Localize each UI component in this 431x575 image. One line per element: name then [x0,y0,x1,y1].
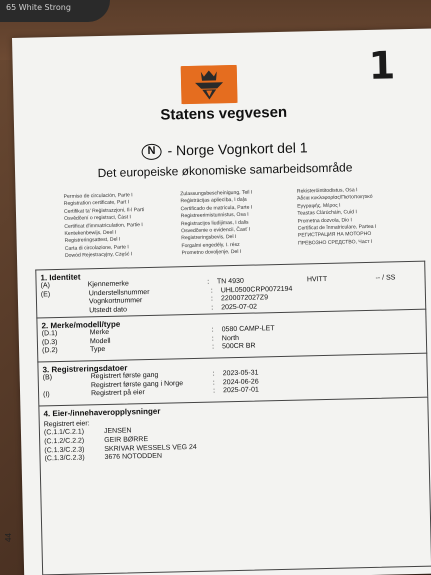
translation-line: Registracijos liudijimas, I dalis [180,219,249,227]
table-row: (D.3) Modell : North [41,334,240,346]
section-heading: 3. Registreringsdatoer [42,363,128,375]
translation-line: Carta di circolazione, Parte I [64,244,129,252]
translation-line: РЕГИСТРАЦИЯ НА МОТОРНО [297,231,372,240]
translation-line: Registreringsattest, Del I [64,237,121,245]
translation-line: Kentekenbewijs, Deel I [64,229,117,237]
document-title-text: - Norge Vognkort del 1 [167,139,308,159]
translations-col-2 [180,189,288,271]
table-row: Vognkortnummer : 2200072027Z9 [88,294,269,306]
translation-line: Certificat d'immatriculation, Partie I [64,221,143,230]
table-row: (D.1) Merke : 0580 CAMP-LET [41,325,275,338]
table-row: Utstedt dato : 2025-07-02 [89,303,258,315]
translation-line: Dowód Rejestracyjny, Część I [64,251,133,260]
translation-line: Teastas Clárúcháin, Cuid I [297,209,357,217]
table-row: (C.1.1/C.2.1) JENSEN [43,427,132,437]
table-row: (C.1.3/C.2.3) 3676 NOTODDEN [44,453,163,463]
translation-line: Prometna dozvola, Dio I [297,216,353,225]
page-number: 1 [368,43,396,88]
translation-line: Εγγραφής, Μέρος I [297,202,341,210]
table-row: (I) Registrert på eier : 2025-07-01 [43,386,259,399]
side-number: 44 [4,533,13,542]
table-row: (E) Understellsnummer : UHL0500CRP0072194 [40,285,293,299]
section-heading: 1. Identitet [40,272,81,283]
table-row: (C.1.2/C.2.2) GEIR BØRRE [44,435,149,446]
translation-line: Rekisteröintitodistus, Osa I [296,187,358,195]
translation-line: Certificat de înmatriculare, Partea I [297,223,377,232]
translation-line: Άδεια κυκλοφορίας/Πιστοποιητικό [297,194,373,202]
translations-col-3 [297,186,405,268]
translation-line: Certificado de matrícula, Parte I [180,204,253,213]
table-row: (A) Kjennemerke : TN 4930 HVITT -- / SS [40,274,396,290]
translation-line: Osvedčenie o evidencii, Časť I [181,226,251,235]
crown-road-icon [181,65,238,104]
table-row: (D.2) Type : 500CR BR [42,342,256,355]
translations-block [64,186,406,274]
translation-line: Zulassungsbescheinigung, Teil I [180,189,253,198]
owner-intro: Registrert eier: [43,420,90,429]
translation-line: Certifikat ta' Reġistrazzjoni, Il-l Parti [63,206,145,215]
statens-vegvesen-logo [181,65,238,104]
table-row: Registrert første gang i Norge : 2024-06-26 [90,378,259,389]
translation-line: Registration certificate, Part I [63,199,130,208]
country-badge: N [141,144,161,160]
document-subtitle: Det europeiske økonomiske samarbeidsområde [97,160,353,181]
translation-line: Prometno dovoljenje, Del I [181,249,242,257]
section-owner [38,397,431,575]
translation-line: Registreringsbevis, Del I [181,234,237,242]
mug-text: 65 White Strong [6,3,71,12]
table-row: (C.1.3/C.2.3) SKRIVAR WESSELS VEG 24 [44,443,197,454]
translation-line: Registreerimistunnistus, Osa I [180,211,249,220]
translation-line: Forgalmi engedély, I. rész [181,241,240,250]
translation-line: Osvědčení o registraci, Část I [64,214,131,223]
translation-line: Permiso de circulación, Parte I [63,192,133,200]
translation-line: ПРЕВОЗНО СРЕДСТВО, Част I [298,238,373,247]
translations-col-1 [64,191,172,273]
agency-name: Statens vegvesen [160,103,288,124]
section-heading: 2. Merke/modell/type [41,319,121,331]
mug [0,0,110,22]
table-row: (B) Registrert første gang : 2023-05-31 [42,369,259,382]
translation-line: Reģistrācijas apliecība, I daļa [180,197,247,205]
section-heading: 4. Eier-/innehaveropplysninger [43,406,161,419]
registration-document [12,28,431,575]
